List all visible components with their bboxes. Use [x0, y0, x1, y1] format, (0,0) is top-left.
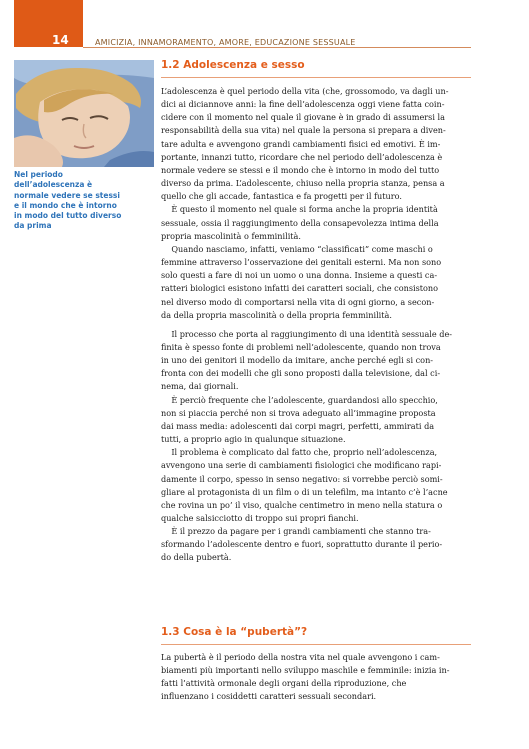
- section-title-puberta: 1.3 Cosa è la “pubertà”?: [161, 626, 308, 638]
- paragraph: Il problema è complicato dal fatto che, proprio nell’adolescenza, avvengono una serie di cambiamenti fisiologici che modificano rapi- damente il corpo, spesso in senso negativo: si vorrebbe perciò somi- gliare al protagonista di un film o di un telefilm, ma intanto c’è l’acne che rovina un po’ il viso, qualche centimetro in meno nella statura o qualche salsicciotto di troppo sui propri fianchi.: [161, 447, 448, 523]
- section-rule: [161, 77, 471, 78]
- page-number-tab: [14, 0, 83, 47]
- section-title-adolescenza: 1.2 Adolescenza e sesso: [161, 59, 305, 71]
- paragraph: È il prezzo da pagare per i grandi cambiamenti che stanno tra- sformando l’adolescente dentro e fuori, soprattutto durante il perio- do della pubertà.: [161, 526, 443, 563]
- paragraph: È questo il momento nel quale si forma anche la propria identità sessuale, ossia il raggiungimento della consapevolezza intima della propria mascolinità o femminilità.: [161, 204, 439, 241]
- paragraph: La pubertà è il periodo della nostra vita nel quale avvengono i cam- biamenti più importanti nello sviluppo maschile e femminile: inizia in- fatti l’attività ormonale degli organi della riproduzione, che influenzano i cosiddetti caratteri sessuali secondari.: [161, 652, 450, 702]
- running-head: AMICIZIA, INNAMORAMENTO, AMORE, EDUCAZIONE SESSUALE: [95, 38, 356, 47]
- section-rule: [161, 644, 471, 645]
- section-body-adolescenza: [161, 85, 473, 565]
- paragraph: Quando nasciamo, infatti, veniamo “classificati” come maschi o femmine attraverso l’osservazione dei genitali esterni. Ma non sono solo questi a fare di noi un uomo o una donna. Insieme a questi ca- ratteri biologici esistono infatti dei caratteri sociali, che consistono nel diverso modo di comportarsi nella vita di ogni giorno, a secon- da della propria mascolinità o della propria femminilità.: [161, 243, 442, 320]
- section-body-puberta: [161, 651, 473, 704]
- photo-caption: Nel periodo dell’adolescenza è normale vedere se stessi e il mondo che è intorno in modo del tutto diverso da prima: [14, 170, 122, 231]
- portrait-photo: [14, 60, 154, 167]
- paragraph: L’adolescenza è quel periodo della vita (che, grossomodo, va dagli un- dici ai diciannove anni: la fine dell’adolescenza oggi viene fatta coin- cidere con il momento nel quale il giovane è in grado di assumersi la responsabilità della sua vita) nel quale la persona si prepara a diven- tare adulta e avvengono grandi cambiamenti fisici ed emotivi. È im- portante, innanzi tutto, ricordare che nel periodo dell’adolescenza è normale vedere se stessi e il mondo che è intorno in modo del tutto diverso da prima. L’adolescente, chiuso nella propria stanza, pensa a quello che gli accade, fantastica e fa progetti per il futuro.: [161, 86, 449, 202]
- page-number: 14: [52, 33, 69, 47]
- paragraph: È perciò frequente che l’adolescente, guardandosi allo specchio, non si piaccia perché non si trova adeguato all’immagine proposta dai mass media: adolescenti dai corpi magri, perfetti, ammirati da tutti, a proprio agio in qualunque situazione.: [161, 394, 438, 445]
- header-rule: [83, 47, 471, 48]
- paragraph: Il processo che porta al raggiungimento di una identità sessuale de- finita è spesso fonte di problemi nell’adolescente, quando non trova in uno dei genitori il modello da imitare, anche perché egli si con- fronta con dei modelli che gli sono proposti dalla televisione, dal ci- nema, dai giornali.: [161, 328, 453, 392]
